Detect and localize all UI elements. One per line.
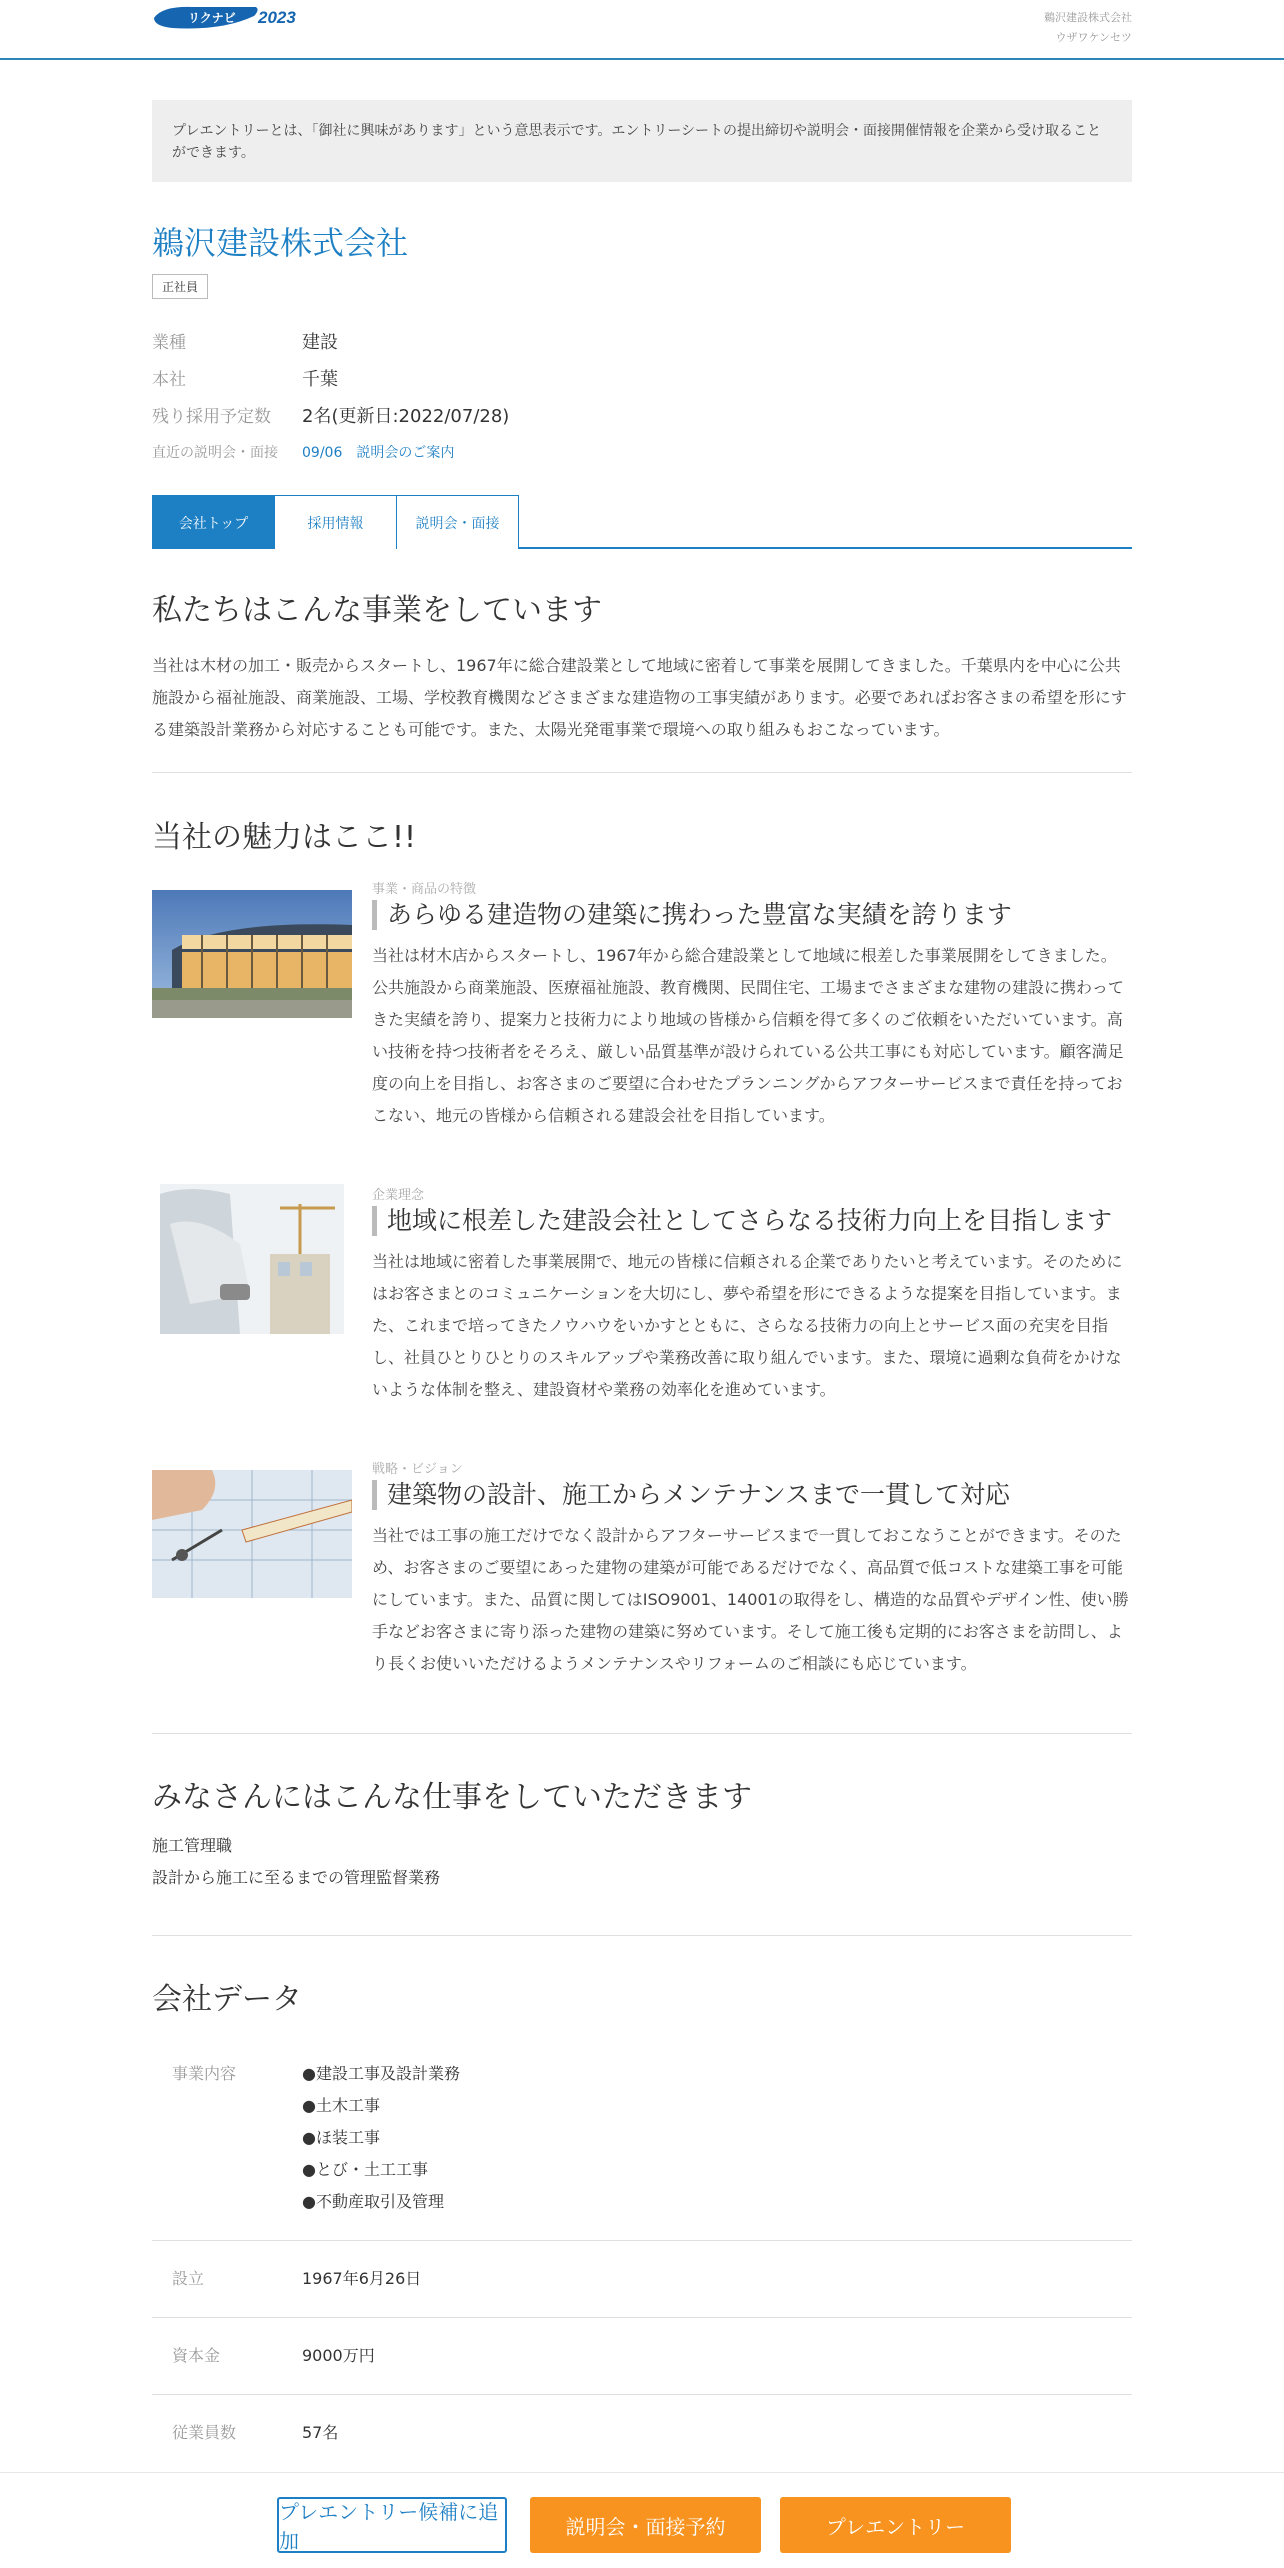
company-tabs xyxy=(152,495,1132,549)
industry-row xyxy=(152,322,1132,359)
company-summary xyxy=(152,322,1132,470)
pre-entry-notice: プレエントリーとは、「御社に興味があります」という意思表示です。エントリーシートの提出締切や説明会・面接開催情報を企業から受け取ることができます。 xyxy=(152,100,1132,182)
worker-photo xyxy=(160,1184,344,1334)
company-data-heading: 会社データ xyxy=(152,1982,302,2017)
remaining-label: 残り採用予定数 xyxy=(152,407,271,427)
data-row-employees xyxy=(152,2395,1132,2471)
work-heading: みなさんにはこんな仕事をしていただきます xyxy=(152,1780,752,1815)
industry-value: 建設 xyxy=(302,331,338,353)
seminar-row xyxy=(152,433,1132,470)
seminar-date-link[interactable]: 09/06 xyxy=(302,444,343,461)
employment-type-tag: 正社員 xyxy=(152,274,208,299)
worker-photo-image xyxy=(160,1184,344,1334)
business-item: ●とび・土工工事 xyxy=(302,2160,428,2179)
data-label: 事業内容 xyxy=(172,2064,237,2083)
business-item: ●不動産取引及管理 xyxy=(302,2192,444,2211)
bottom-action-bar xyxy=(0,2472,1284,2568)
rikunabi-logo-icon xyxy=(152,4,262,32)
feature-title: あらゆる建造物の建築に携わった豊富な実績を誇ります xyxy=(372,900,1132,930)
job-title: 施工管理職 xyxy=(152,1836,233,1855)
remaining-row xyxy=(152,396,1132,433)
building-photo xyxy=(152,890,352,1018)
business-heading: 私たちはこんな事業をしています xyxy=(152,593,602,628)
building-photo-image xyxy=(152,890,352,1018)
feature-category: 戦略・ビジョン xyxy=(372,1462,463,1477)
logo-year: 2023 xyxy=(258,8,296,27)
data-label: 資本金 xyxy=(172,2346,221,2365)
feature-text: 当社は地域に密着した事業展開で、地元の皆様に信頼される企業でありたいと考えています。そのためにはお客さまとのコミュニケーションを大切にし、夢や希望を形にできるような提案を目指しています。また、これまで培ってきたノウハウをいかすとともに、さらなる技術力の向上とサービス面の充実を目指し、社員ひとりひとりのスキルアップや業務改善に取り組んでいます。また、環境に過剰な負荷をかけないような体制を整え、建設資材や業務の効率化を進めています。 xyxy=(372,1252,1123,1399)
seminar-guide-link[interactable]: 説明会のご案内 xyxy=(356,444,455,461)
data-label: 設立 xyxy=(172,2269,205,2288)
feature-category: 事業・商品の特徴 xyxy=(372,882,477,897)
pre-entry-button[interactable]: プレエントリー xyxy=(780,2497,1011,2553)
header-company-name: 鵜沢建設株式会社 xyxy=(1044,11,1132,24)
rikunabi-logo[interactable] xyxy=(152,2,296,34)
feature-title: 地域に根差した建設会社としてさらなる技術力向上を目指します xyxy=(372,1206,1132,1236)
industry-label: 業種 xyxy=(152,333,186,353)
data-row-founded xyxy=(152,2241,1132,2318)
feature-text: 当社では工事の施工だけでなく設計からアフターサービスまで一貫しておこなうことができます。そのため、お客さまのご要望にあった建物の建築が可能であるだけでなく、高品質で低コストな建築工事を可能にしています。また、品質に関してはISO9001、14001の取得をし、構造的な品質やデザイン性、使い勝手などお客さまに寄り添った建物の建築に努めています。そして施工後も定期的にお客さまを訪問し、より長くお使いいただけるようメンテナンスやリフォームのご相談にも応じています。 xyxy=(372,1526,1129,1673)
data-label: 従業員数 xyxy=(172,2423,237,2442)
business-item: ●土木工事 xyxy=(302,2096,380,2115)
business-item: ●建設工事及設計業務 xyxy=(302,2064,460,2083)
data-value xyxy=(302,2058,460,2218)
tab-recruit-info[interactable]: 採用情報 xyxy=(274,495,397,549)
business-item: ●ほ装工事 xyxy=(302,2128,380,2147)
feature-text: 当社は材木店からスタートし、1967年から総合建設業として地域に根差した事業展開をしてきました。公共施設から商業施設、医療福祉施設、教育機関、民間住宅、工場までさまざまな建物の建設に携わってきた実績を誇り、提案力と技術力により地域の皆様から信頼を得て多くのご依頼をいただいています。高い技術を持つ技術者をそろえ、厳しい品質基準が設けられている公共工事にも対応しています。顧客満足度の向上を目指し、お客さまのご要望に合わせたプランニングからアフターサービスまで責任を持っておこない、地元の皆様から信頼される建設会社を目指しています。 xyxy=(372,946,1124,1125)
job-description: 設計から施工に至るまでの管理監督業務 xyxy=(152,1868,441,1887)
hq-value: 千葉 xyxy=(302,368,338,390)
blueprint-photo-image xyxy=(152,1470,352,1598)
seminar-reserve-button[interactable]: 説明会・面接予約 xyxy=(530,2497,761,2553)
seminar-label: 直近の説明会・面接 xyxy=(152,444,278,461)
data-value: 9000万円 xyxy=(302,2346,375,2365)
data-row-business xyxy=(152,2040,1132,2241)
svg-text:リクナビ: リクナビ xyxy=(188,11,236,25)
blueprint-photo xyxy=(152,1470,352,1598)
data-value: 1967年6月26日 xyxy=(302,2269,422,2288)
feature-category: 企業理念 xyxy=(372,1188,425,1203)
tab-seminar[interactable]: 説明会・面接 xyxy=(396,495,519,549)
divider xyxy=(152,1733,1132,1734)
data-value: 57名 xyxy=(302,2423,339,2442)
add-pre-entry-candidate-button[interactable]: プレエントリー候補に追加 xyxy=(277,2497,507,2553)
header-company-kana: ウザワケンセツ xyxy=(1055,31,1132,44)
business-text: 当社は木材の加工・販売からスタートし、1967年に総合建設業として地域に密着して事業を展開してきました。千葉県内を中心に公共施設から福祉施設、商業施設、工場、学校教育機関などさまざまな建造物の工事実績があります。必要であればお客さまの希望を形にする建築設計業務から対応することも可能です。また、太陽光発電事業で環境への取り組みもおこなっています。 xyxy=(152,656,1127,739)
appeal-heading: 当社の魅力はここ!! xyxy=(152,820,417,855)
remaining-value: 2名(更新日:2022/07/28) xyxy=(302,405,510,427)
hq-label: 本社 xyxy=(152,370,186,390)
seminar-info xyxy=(302,442,468,462)
data-row-capital xyxy=(152,2318,1132,2395)
hq-row xyxy=(152,359,1132,396)
site-header xyxy=(0,0,1284,60)
feature-title: 建築物の設計、施工からメンテナンスまで一貫して対応 xyxy=(372,1480,1132,1510)
header-company-info xyxy=(1044,8,1132,48)
divider xyxy=(152,1935,1132,1936)
company-name: 鵜沢建設株式会社 xyxy=(152,224,409,262)
tab-company-top[interactable]: 会社トップ xyxy=(152,495,275,549)
company-data-table xyxy=(152,2040,1132,2471)
divider xyxy=(152,772,1132,773)
